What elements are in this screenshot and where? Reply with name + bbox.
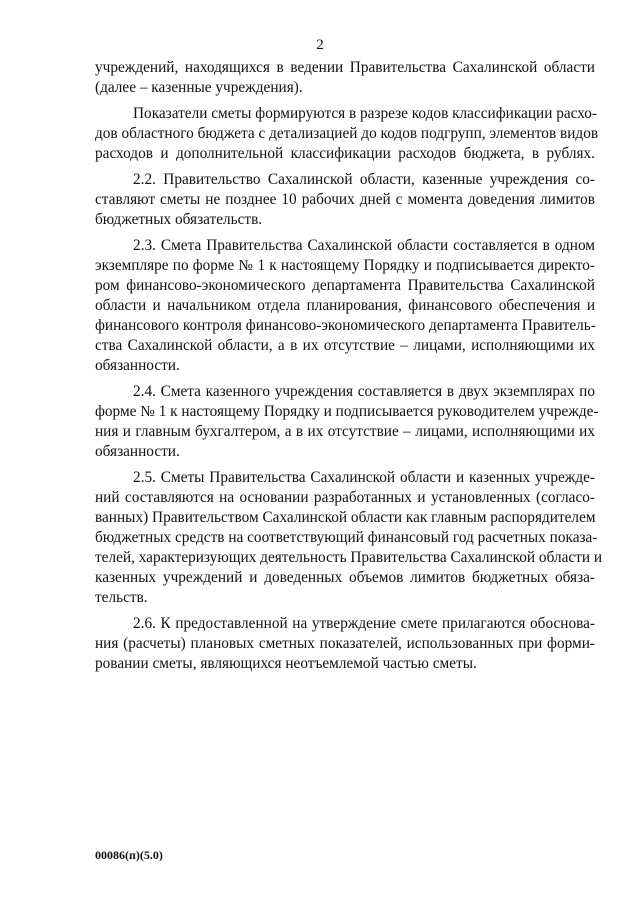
text-line: ром финансово-экономического департамента Правительства Сахалинской	[95, 277, 595, 294]
text-line: Показатели сметы формируются в разрезе кодов классификации расхо-	[133, 105, 598, 122]
text-line: финансового контроля финансово-экономического департамента Правитель-	[95, 317, 596, 334]
text-line: ния (расчеты) плановых сметных показателей, использованных при форми-	[95, 635, 595, 652]
paragraph-continuation	[95, 58, 595, 98]
text-line: тельств.	[95, 589, 148, 606]
page-number: 2	[316, 37, 324, 53]
document-code: 00086(п)(5.0)	[95, 848, 163, 862]
document-body	[95, 58, 603, 680]
paragraph-2-6	[95, 614, 595, 674]
text-line: казенных учреждений и доведенных объемов лимитов бюджетных обяза-	[95, 569, 595, 586]
text-line: ванных) Правительством Сахалинской области как главным распорядителем	[95, 509, 596, 526]
text-line: форме № 1 к настоящему Порядку и подписывается руководителем учрежде-	[95, 403, 599, 420]
paragraph-2-5	[95, 468, 603, 608]
text-line: ния и главным бухгалтером, а в их отсутствие – лицами, исполняющими их	[95, 423, 595, 440]
text-line: ставляют сметы не позднее 10 рабочих дней с момента доведения лимитов	[95, 191, 595, 208]
text-line: расходов и дополнительной классификации расходов бюджета, в рублях.	[95, 145, 595, 162]
text-line: ровании сметы, являющихся неотъемлемой частью сметы.	[95, 655, 477, 672]
text-line: (далее – казенные учреждения).	[95, 79, 303, 96]
text-line: экземпляре по форме № 1 к настоящему Порядку и подписывается директо-	[95, 257, 595, 274]
text-line: области и начальником отдела планирования, финансового обеспечения и	[95, 297, 595, 314]
text-line: ства Сахалинской области, а в их отсутствие – лицами, исполняющими их	[95, 337, 595, 354]
paragraph-indicators	[95, 104, 599, 164]
text-line: ний составляются на основании разработанных и установленных (согласо-	[95, 489, 595, 506]
text-line: 2.5. Сметы Правительства Сахалинской области и казенных учрежде-	[133, 469, 595, 486]
text-line: обязанности.	[95, 443, 180, 460]
paragraph-2-2	[95, 170, 595, 230]
text-line: учреждений, находящихся в ведении Правительства Сахалинской области	[95, 59, 595, 76]
text-line: телей, характеризующих деятельность Правительства Сахалинской области и	[95, 549, 603, 566]
text-line: бюджетных средств на соответствующий финансовый год расчетных показа-	[95, 529, 598, 546]
text-line: 2.6. К предоставленной на утверждение смете прилагаются обоснова-	[133, 615, 595, 632]
text-line: 2.3. Смета Правительства Сахалинской области составляется в одном	[133, 237, 595, 254]
paragraph-2-4	[95, 382, 599, 462]
text-line: 2.2. Правительство Сахалинской области, казенные учреждения со-	[133, 171, 595, 188]
text-line: бюджетных обязательств.	[95, 211, 263, 228]
text-line: обязанности.	[95, 357, 180, 374]
text-line: дов областного бюджета с детализацией до кодов подгрупп, элементов видов	[95, 125, 599, 142]
paragraph-2-3	[95, 236, 595, 376]
text-line: 2.4. Смета казенного учреждения составляется в двух экземплярах по	[133, 383, 595, 400]
